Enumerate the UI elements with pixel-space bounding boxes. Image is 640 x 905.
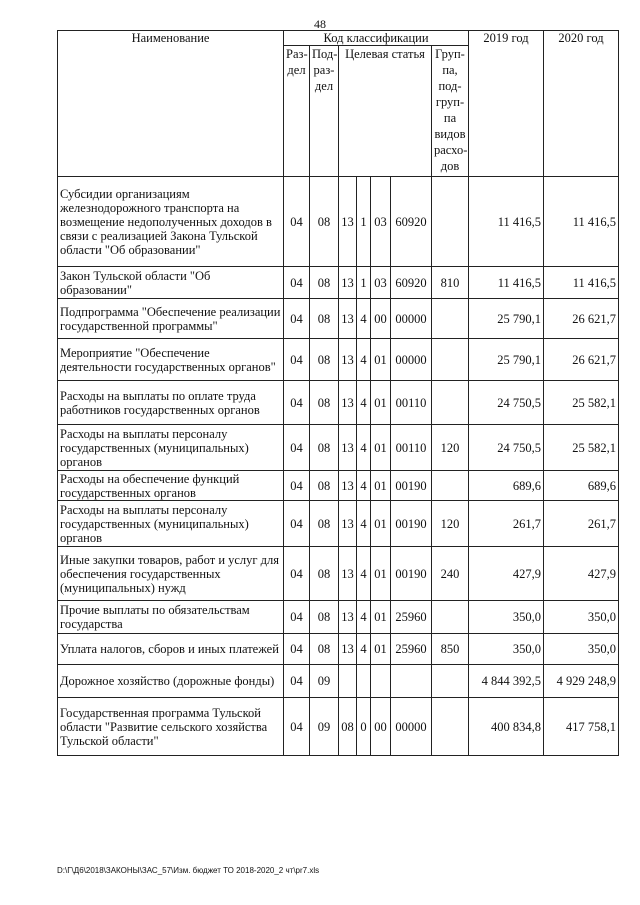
row-section: 04 xyxy=(284,698,310,756)
row-value-2019: 24 750,5 xyxy=(469,425,544,471)
row-target-program: 13 xyxy=(339,267,357,299)
row-target-direction: 00110 xyxy=(391,381,432,425)
row-expense-group xyxy=(432,471,469,501)
row-target-event: 03 xyxy=(371,177,391,267)
row-target-subprogram: 4 xyxy=(357,634,371,665)
row-value-2020: 11 416,5 xyxy=(544,177,619,267)
header-target-article: Целевая статья xyxy=(339,46,432,177)
row-target-program: 13 xyxy=(339,339,357,381)
header-year-2019: 2019 год xyxy=(469,31,544,177)
row-section: 04 xyxy=(284,299,310,339)
row-target-direction: 00190 xyxy=(391,471,432,501)
row-target-subprogram: 1 xyxy=(357,267,371,299)
row-target-event: 03 xyxy=(371,267,391,299)
row-expense-group xyxy=(432,339,469,381)
row-subsection: 08 xyxy=(310,501,339,547)
row-section: 04 xyxy=(284,339,310,381)
row-target-direction: 00000 xyxy=(391,698,432,756)
row-target-program: 13 xyxy=(339,299,357,339)
header-year-2020: 2020 год xyxy=(544,31,619,177)
row-target-subprogram: 1 xyxy=(357,177,371,267)
row-target-subprogram xyxy=(357,665,371,698)
row-expense-group xyxy=(432,299,469,339)
row-target-direction: 25960 xyxy=(391,634,432,665)
row-target-event: 01 xyxy=(371,547,391,601)
header-expense-group: Груп-па, под-груп-па видов расхо-дов xyxy=(432,46,469,177)
row-target-event: 01 xyxy=(371,634,391,665)
row-subsection: 08 xyxy=(310,339,339,381)
row-target-program: 08 xyxy=(339,698,357,756)
row-subsection: 08 xyxy=(310,601,339,634)
row-name: Уплата налогов, сборов и иных платежей xyxy=(58,634,284,665)
row-name: Субсидии организациям железнодорожного транспорта на возмещение недополученных доходов в связи с реализацией Закона Тульской области "Об образовании" xyxy=(58,177,284,267)
row-subsection: 08 xyxy=(310,425,339,471)
row-section: 04 xyxy=(284,381,310,425)
row-target-subprogram: 0 xyxy=(357,698,371,756)
header-section: Раз-дел xyxy=(284,46,310,177)
row-expense-group xyxy=(432,381,469,425)
row-value-2019: 261,7 xyxy=(469,501,544,547)
row-target-program: 13 xyxy=(339,381,357,425)
row-value-2020: 417 758,1 xyxy=(544,698,619,756)
table-row xyxy=(58,339,619,381)
row-expense-group xyxy=(432,177,469,267)
row-subsection: 08 xyxy=(310,267,339,299)
row-name: Мероприятие "Обеспечение деятельности государственных органов" xyxy=(58,339,284,381)
row-subsection: 08 xyxy=(310,381,339,425)
table-header-row xyxy=(58,31,619,46)
table-row xyxy=(58,665,619,698)
row-target-direction: 25960 xyxy=(391,601,432,634)
row-name: Иные закупки товаров, работ и услуг для обеспечения государственных (муниципальных) нужд xyxy=(58,547,284,601)
row-value-2019: 400 834,8 xyxy=(469,698,544,756)
row-subsection: 09 xyxy=(310,698,339,756)
row-section: 04 xyxy=(284,471,310,501)
row-target-program: 13 xyxy=(339,177,357,267)
row-expense-group xyxy=(432,698,469,756)
row-subsection: 08 xyxy=(310,177,339,267)
row-target-program: 13 xyxy=(339,501,357,547)
row-target-program: 13 xyxy=(339,471,357,501)
row-target-direction: 00110 xyxy=(391,425,432,471)
table-row xyxy=(58,425,619,471)
row-subsection: 08 xyxy=(310,471,339,501)
row-expense-group xyxy=(432,601,469,634)
row-section: 04 xyxy=(284,425,310,471)
row-target-subprogram: 4 xyxy=(357,471,371,501)
row-value-2020: 11 416,5 xyxy=(544,267,619,299)
row-target-subprogram: 4 xyxy=(357,339,371,381)
row-section: 04 xyxy=(284,177,310,267)
row-value-2019: 350,0 xyxy=(469,601,544,634)
row-target-program: 13 xyxy=(339,634,357,665)
header-classification: Код классификации xyxy=(284,31,469,46)
row-expense-group: 850 xyxy=(432,634,469,665)
table-row xyxy=(58,634,619,665)
table-row xyxy=(58,471,619,501)
row-value-2020: 25 582,1 xyxy=(544,425,619,471)
row-target-event: 01 xyxy=(371,501,391,547)
table-row xyxy=(58,547,619,601)
row-subsection: 09 xyxy=(310,665,339,698)
row-value-2020: 26 621,7 xyxy=(544,299,619,339)
row-target-event: 01 xyxy=(371,339,391,381)
row-expense-group: 120 xyxy=(432,425,469,471)
row-value-2019: 11 416,5 xyxy=(469,267,544,299)
footer-file-path: D:\Г\Д6\2018\ЗАКОНЫ\ЗАС_57\Изм. бюджет ТО 2018-2020_2 чт\pr7.xls xyxy=(57,866,320,875)
row-name: Государственная программа Тульской области "Развитие сельского хозяйства Тульской области" xyxy=(58,698,284,756)
row-expense-group: 120 xyxy=(432,501,469,547)
row-value-2020: 26 621,7 xyxy=(544,339,619,381)
row-target-program: 13 xyxy=(339,601,357,634)
row-target-subprogram: 4 xyxy=(357,299,371,339)
row-value-2019: 4 844 392,5 xyxy=(469,665,544,698)
row-target-subprogram: 4 xyxy=(357,425,371,471)
row-target-event: 01 xyxy=(371,471,391,501)
row-value-2019: 25 790,1 xyxy=(469,299,544,339)
row-section: 04 xyxy=(284,501,310,547)
row-subsection: 08 xyxy=(310,634,339,665)
row-section: 04 xyxy=(284,547,310,601)
page-number: 48 xyxy=(314,17,326,31)
row-target-event: 01 xyxy=(371,601,391,634)
row-name: Расходы на выплаты персоналу государственных (муниципальных) органов xyxy=(58,501,284,547)
row-section: 04 xyxy=(284,601,310,634)
table-row xyxy=(58,698,619,756)
row-value-2020: 25 582,1 xyxy=(544,381,619,425)
row-section: 04 xyxy=(284,634,310,665)
row-target-direction: 60920 xyxy=(391,267,432,299)
row-name: Дорожное хозяйство (дорожные фонды) xyxy=(58,665,284,698)
row-value-2020: 4 929 248,9 xyxy=(544,665,619,698)
row-name: Прочие выплаты по обязательствам государства xyxy=(58,601,284,634)
row-target-subprogram: 4 xyxy=(357,501,371,547)
row-subsection: 08 xyxy=(310,547,339,601)
row-value-2019: 427,9 xyxy=(469,547,544,601)
table-row xyxy=(58,299,619,339)
header-name: Наименование xyxy=(58,31,284,177)
row-target-direction: 00190 xyxy=(391,501,432,547)
row-target-direction: 00190 xyxy=(391,547,432,601)
row-section: 04 xyxy=(284,665,310,698)
row-value-2020: 350,0 xyxy=(544,601,619,634)
row-value-2020: 261,7 xyxy=(544,501,619,547)
table-row xyxy=(58,501,619,547)
row-name: Расходы на обеспечение функций государственных органов xyxy=(58,471,284,501)
row-target-subprogram: 4 xyxy=(357,601,371,634)
row-subsection: 08 xyxy=(310,299,339,339)
row-value-2019: 350,0 xyxy=(469,634,544,665)
row-value-2020: 689,6 xyxy=(544,471,619,501)
row-expense-group xyxy=(432,665,469,698)
row-expense-group: 810 xyxy=(432,267,469,299)
row-value-2019: 24 750,5 xyxy=(469,381,544,425)
row-target-subprogram: 4 xyxy=(357,381,371,425)
row-target-direction: 00000 xyxy=(391,339,432,381)
row-target-direction: 60920 xyxy=(391,177,432,267)
row-value-2019: 689,6 xyxy=(469,471,544,501)
row-value-2019: 25 790,1 xyxy=(469,339,544,381)
table-row xyxy=(58,381,619,425)
row-name: Расходы на выплаты персоналу государственных (муниципальных) органов xyxy=(58,425,284,471)
row-value-2019: 11 416,5 xyxy=(469,177,544,267)
row-value-2020: 350,0 xyxy=(544,634,619,665)
table-row xyxy=(58,267,619,299)
row-target-event: 00 xyxy=(371,698,391,756)
row-section: 04 xyxy=(284,267,310,299)
row-value-2020: 427,9 xyxy=(544,547,619,601)
row-target-event: 01 xyxy=(371,425,391,471)
header-subsection: Под-раз-дел xyxy=(310,46,339,177)
row-expense-group: 240 xyxy=(432,547,469,601)
row-target-direction: 00000 xyxy=(391,299,432,339)
row-target-direction xyxy=(391,665,432,698)
row-target-subprogram: 4 xyxy=(357,547,371,601)
budget-table xyxy=(57,30,619,756)
row-target-event: 00 xyxy=(371,299,391,339)
row-name: Подпрограмма "Обеспечение реализации государственной программы" xyxy=(58,299,284,339)
table-row xyxy=(58,177,619,267)
row-target-program: 13 xyxy=(339,547,357,601)
row-target-program: 13 xyxy=(339,425,357,471)
row-target-event: 01 xyxy=(371,381,391,425)
table-row xyxy=(58,601,619,634)
row-name: Закон Тульской области "Об образовании" xyxy=(58,267,284,299)
row-name: Расходы на выплаты по оплате труда работников государственных органов xyxy=(58,381,284,425)
row-target-event xyxy=(371,665,391,698)
row-target-program xyxy=(339,665,357,698)
